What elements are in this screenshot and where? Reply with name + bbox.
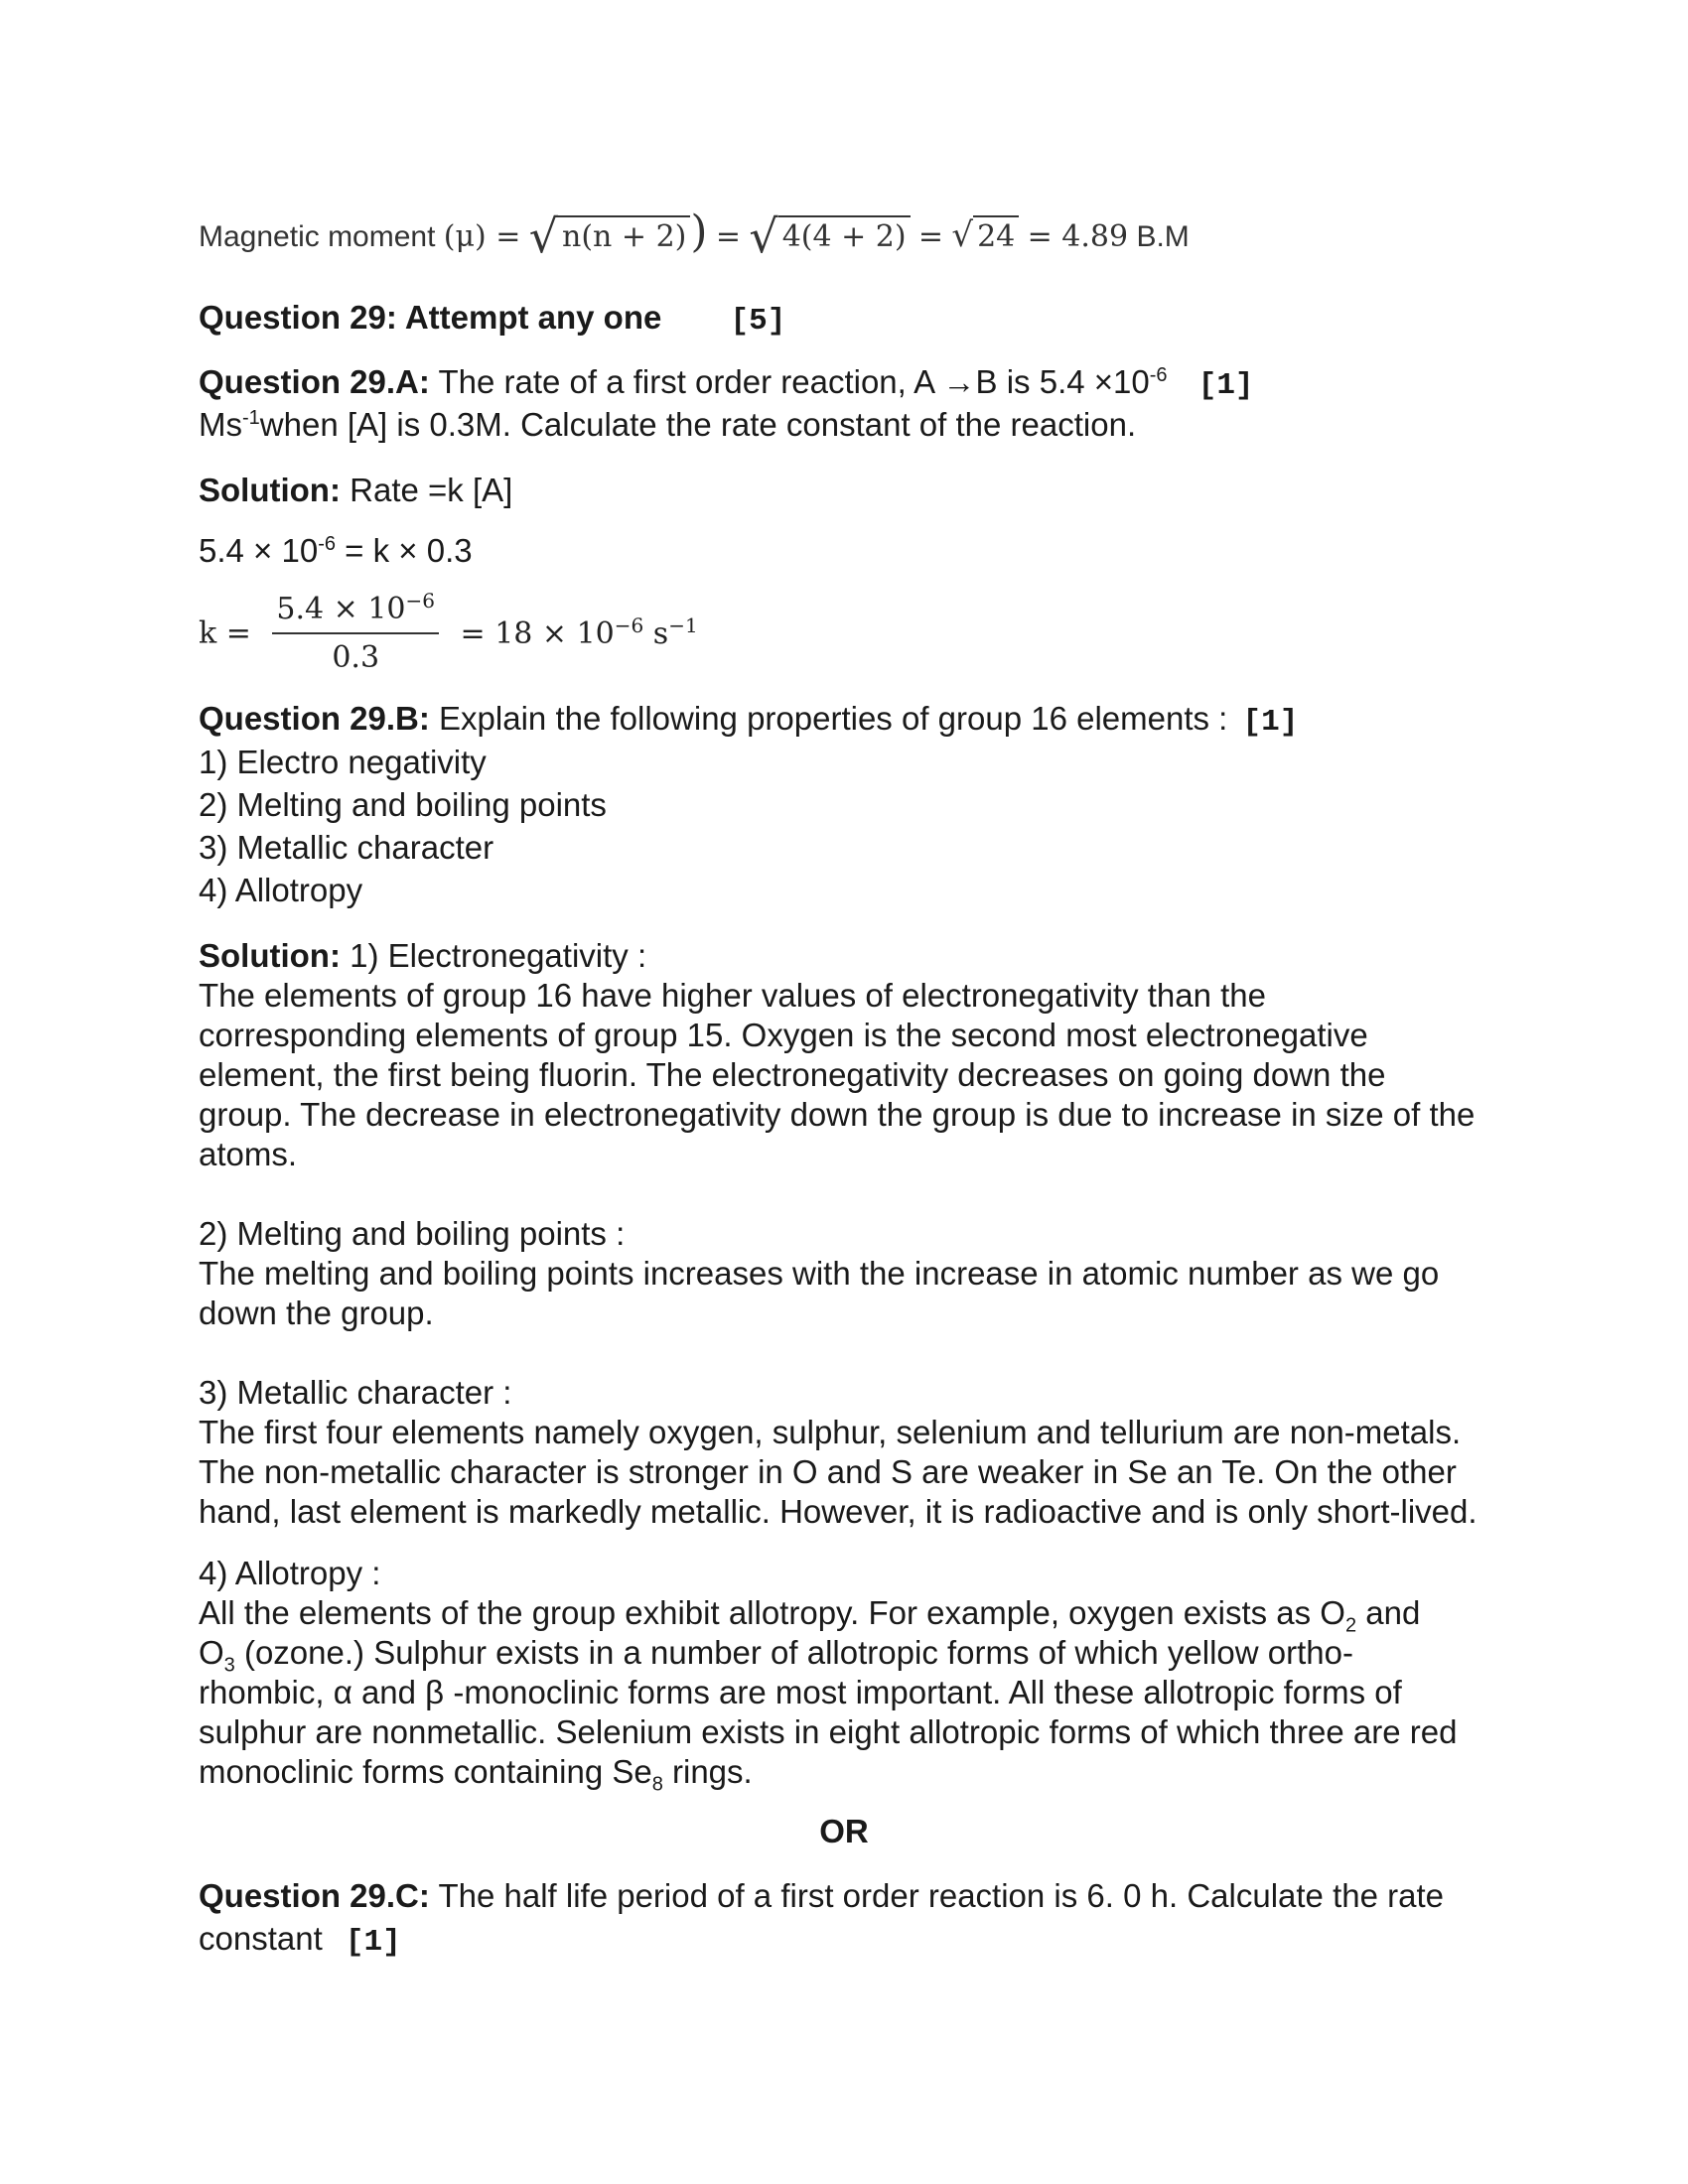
solution-2-h4: 4) Allotropy : [199,1555,381,1591]
k-denominator: 0.3 [332,640,380,675]
radicand-3: 24 [973,215,1019,254]
close-paren: ) [690,206,708,257]
question-29a-label: Question 29.A: [199,363,430,400]
solution-2-p1-line-5: atoms. [199,1136,298,1172]
solution-2-p4-line-3: rhombic, α and β -monoclinic forms are most important. All these allotropic forms of [199,1674,1402,1710]
question-29-marks: [5] [730,304,786,339]
question-29b-marks: [1] [1242,705,1299,740]
radicand-2: 4(4 + 2) [778,215,911,254]
question-29b-text: Explain the following properties of group 16 elements : [439,700,1228,737]
solution-2-p2-line-1: The melting and boiling points increases with the increase in atomic number as we go [199,1255,1440,1292]
rate-constant-formula [199,589,698,675]
solution-2-p1-line-4: group. The decrease in electronegativity down the group is due to increase in size of the [199,1096,1476,1133]
k-numerator-exponent: −6 [405,589,435,613]
question-29a-line-1 [199,362,1254,406]
radicand-1: n(n + 2) [558,215,690,254]
magnetic-label: Magnetic moment [199,220,436,253]
question-29a-text-2b: when [A] is 0.3M. Calculate the rate constant of the reaction. [259,406,1137,443]
question-29a-exponent-1: -6 [1149,364,1168,386]
question-29b-line [199,699,1298,743]
question-29c-line-2 [199,1919,401,1963]
solution-1-line-2a: 5.4 × 10 [199,532,319,569]
solution-1-line-2 [199,531,473,571]
question-29-heading [199,298,785,341]
o3-subscript: 3 [223,1654,235,1677]
magnetic-unit: B.M [1136,220,1190,253]
p4-line-5-end: rings. [662,1753,753,1790]
solution-2-p4-line-2 [199,1633,1353,1677]
solution-2-p1-line-2: corresponding elements of group 15. Oxygen is the second most electronegative [199,1017,1368,1053]
solution-2-p3-line-3: hand, last element is markedly metallic. However, it is radioactive and is only short-lived. [199,1493,1477,1530]
solution-2-h2: 2) Melting and boiling points : [199,1215,626,1252]
p4-line-1-text: All the elements of the group exhibit allotropy. For example, oxygen exists as O [199,1594,1345,1631]
k-rhs: = 18 × 10 [460,615,615,651]
or-separator: OR [819,1813,869,1849]
solution-1-line-2-exponent: -6 [318,533,336,555]
question-29-title: Question 29: Attempt any one [199,299,662,336]
question-29a-marks: [1] [1197,368,1254,403]
magnetic-moment-formula [199,204,1190,263]
magnetic-result: = 4.89 [1027,219,1129,254]
question-29b-item-1: 1) Electro negativity [199,744,487,780]
sqrt-1: √ n(n + 2) [529,204,691,257]
solution-1-rate-text: Rate =k [A] [350,472,513,508]
question-29a-line-2 [199,405,1136,445]
solution-2-p3-line-1: The first four elements namely oxygen, sulphur, selenium and tellurium are non-metals. [199,1414,1462,1450]
solution-2-p1-line-1: The elements of group 16 have higher values of electronegativity than the [199,977,1267,1014]
question-29b-item-2: 2) Melting and boiling points [199,786,607,823]
solution-2-heading [199,936,646,976]
question-29c-text-1: The half life period of a first order reaction is 6. 0 h. Calculate the rate [438,1877,1444,1914]
k-numerator: 5.4 × 10 [276,592,406,626]
p4-line-1-end: and [1356,1594,1421,1631]
solution-2-h3: 3) Metallic character : [199,1374,512,1411]
solution-2-label: Solution: [199,937,341,974]
o2-subscript: 2 [1344,1614,1357,1637]
k-lhs: k = [199,615,251,651]
question-29c-text-2: constant [199,1920,323,1957]
k-unit-exponent: −1 [668,613,698,637]
k-fraction [272,589,439,675]
question-29c-marks: [1] [345,1925,401,1960]
solution-1-line-2b: = k × 0.3 [345,532,473,569]
sqrt-2: √ 4(4 + 2) [749,204,910,257]
solution-2-h1: 1) Electronegativity : [350,937,647,974]
solution-2-p2-line-2: down the group. [199,1295,434,1331]
solution-1-label: Solution: [199,472,341,508]
p4-line-5-text: monoclinic forms containing Se [199,1753,652,1790]
solution-1-rate [199,471,512,510]
solution-2-p1-line-3: element, the first being fluorin. The electronegativity decreases on going down the [199,1056,1386,1093]
question-29a-exponent-2: -1 [242,407,260,429]
p4-line-2-text: (ozone.) Sulphur exists in a number of allotropic forms of which yellow ortho- [234,1634,1353,1671]
mu-symbol: (μ) = [443,219,521,254]
se8-subscript: 8 [651,1773,663,1796]
k-rhs-exponent: −6 [614,613,644,637]
question-29a-text-2a: Ms [199,406,242,443]
question-29b-item-3: 3) Metallic character [199,829,494,866]
equals-2: = [917,219,944,254]
solution-2-p4-line-4: sulphur are nonmetallic. Selenium exists in eight allotropic forms of which three are red [199,1713,1458,1750]
solution-2-p4-line-5 [199,1752,753,1796]
question-29a-text-1: The rate of a first order reaction, A →B is 5.4 ×10 [438,363,1150,400]
p4-line-2-start: O [199,1634,224,1671]
equals-1: = [715,219,742,254]
k-unit: s [652,615,669,651]
question-29b-item-4: 4) Allotropy [199,872,363,908]
solution-2-p4-line-1 [199,1593,1421,1637]
sqrt-3: √ 24 [951,215,1019,255]
solution-2-p3-line-2: The non-metallic character is stronger in O and S are weaker in Se an Te. On the other [199,1453,1457,1490]
question-29c-line-1 [199,1876,1444,1916]
question-29b-label: Question 29.B: [199,700,430,737]
question-29c-label: Question 29.C: [199,1877,430,1914]
